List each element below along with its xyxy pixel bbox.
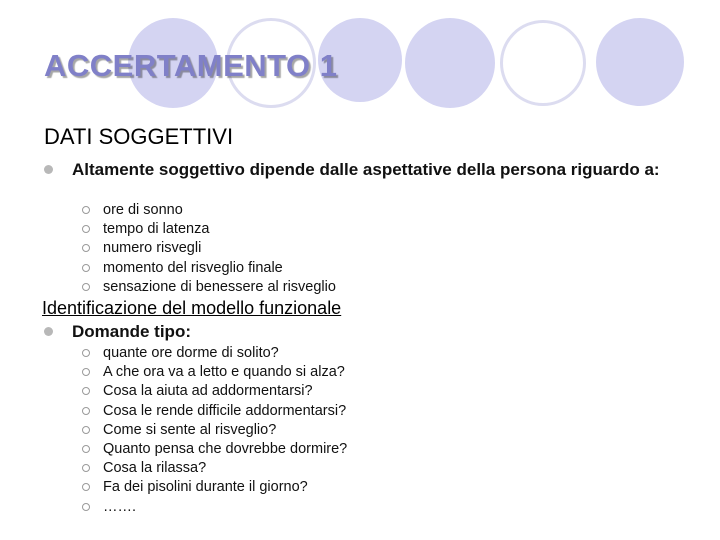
list-item [80,201,336,220]
list-item-text: Cosa la aiuta ad addormentarsi? [103,383,313,400]
list-item [80,344,347,363]
ring-bullet-icon [82,206,90,214]
ring-bullet-icon [82,445,90,453]
main-bullet-text: Altamente soggettivo dipende dalle aspettative della persona riguardo a: [72,160,660,179]
link-heading[interactable]: Identificazione del modello funzionale [42,298,342,318]
list-item-text: Fa dei pisolini durante il giorno? [103,479,308,496]
ring-bullet-icon [82,407,90,415]
list-item [80,220,336,239]
ring-bullet-icon [82,225,90,233]
list-item-text: ore di sonno [103,202,183,218]
sub-bullet-list [80,344,347,517]
list-item-text: momento del risveglio finale [103,259,283,276]
ring-bullet-icon [82,503,90,511]
slide-title: ACCERTAMENTO 1 [44,48,338,83]
ring-bullet-icon [82,349,90,357]
list-item-text: sensazione di benessere al risveglio [103,278,336,295]
list-item [80,478,347,497]
ring-bullet-icon [82,387,90,395]
ring-bullet-icon [82,264,90,272]
list-item-text: Quanto pensa che dovrebbe dormire? [103,440,348,457]
bullet-icon [44,165,53,174]
bullet-icon [44,327,53,336]
list-item-text: Come si sente al risveglio? [103,421,277,438]
list-item [80,259,336,278]
decorative-ring [500,20,586,106]
list-item-text: A che ora va a letto e quando si alza? [103,364,345,381]
ring-bullet-icon [82,483,90,491]
list-item [80,363,347,382]
list-item [80,440,347,459]
ring-bullet-icon [82,464,90,472]
list-item-text: Cosa le rende difficile addormentarsi? [103,402,347,419]
decorative-circle [596,18,684,106]
list-item [80,382,347,401]
main-bullet-text: Domande tipo: [72,322,191,341]
list-item [80,402,347,421]
decorative-circle [405,18,495,108]
list-item [80,278,336,297]
list-item-text: ……. [103,498,137,515]
ring-bullet-icon [82,283,90,291]
list-item-text: quante ore dorme di solito? [103,345,279,361]
sub-bullet-list [80,201,336,297]
list-item-text: numero risvegli [103,240,202,257]
ring-bullet-icon [82,244,90,252]
list-item-text: Cosa la rilassa? [103,460,207,477]
ring-bullet-icon [82,368,90,376]
list-item [80,239,336,258]
list-item [80,459,347,478]
section-heading: DATI SOGGETTIVI [44,124,234,149]
list-item-text: tempo di latenza [103,221,210,238]
ring-bullet-icon [82,426,90,434]
list-item [80,498,347,517]
list-item [80,421,347,440]
